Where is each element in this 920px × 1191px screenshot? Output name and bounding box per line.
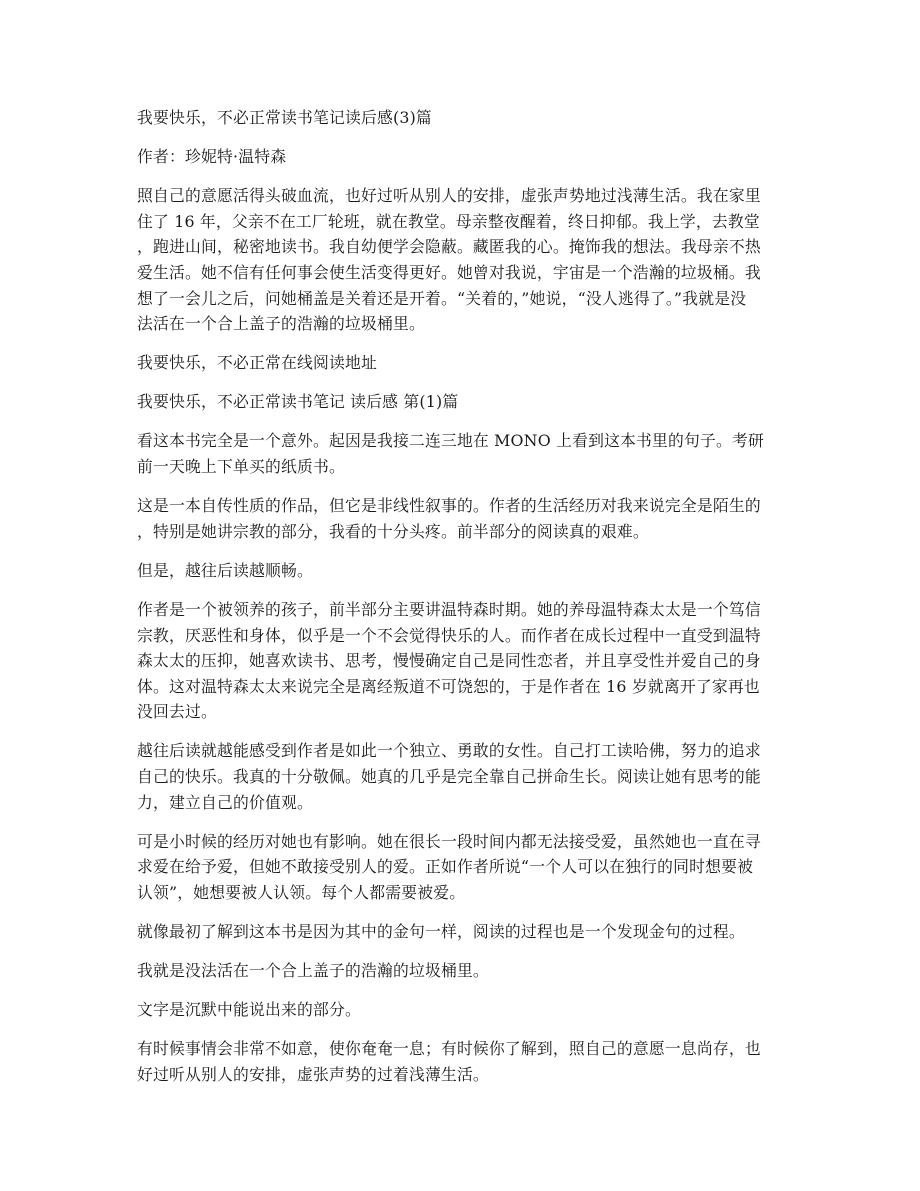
text-line: 想了一会儿之后，问她桶盖是关着还是开着。“关着的，”她说，“没人逃得了。”我就是没 (137, 288, 747, 308)
text-line: 力，建立自己的价值观。 (137, 792, 313, 812)
text-line: 我要快乐，不必正常在线阅读地址 (137, 353, 377, 373)
text-line: 求爱在给予爱，但她不敢接受别人的爱。正如作者所说“一个人可以在独行的同时想要被 (137, 857, 754, 877)
body-paragraph (137, 958, 797, 984)
text-line: 住了 16 年，父亲不在工厂轮班，就在教堂。母亲整夜醒着，终日抑郁。我上学，去教堂 (137, 211, 760, 231)
text-line: 认领”，她想要被人认领。每个人都需要被爱。 (137, 882, 466, 902)
body-paragraph (137, 428, 797, 479)
body-paragraph (137, 919, 797, 945)
text-line: 照自己的意愿活得头破血流，也好过听从别人的安排，虚张声势地过浅薄生活。我在家里 (137, 186, 761, 206)
text-line: 法活在一个合上盖子的浩瀚的垃圾桶里。 (137, 314, 425, 334)
body-paragraph (137, 829, 797, 906)
text-line: 越往后读就越能感受到作者是如此一个独立、勇敢的女性。自己打工读哈佛，努力的追求 (137, 741, 761, 761)
body-paragraph (137, 493, 797, 544)
text-line: 好过听从别人的安排，虚张声势的过着浅薄生活。 (137, 1064, 489, 1084)
body-paragraph (137, 738, 797, 815)
section-heading (137, 389, 797, 415)
body-paragraph (137, 597, 797, 725)
text-line: 我要快乐，不必正常读书笔记读后感(3)篇 (137, 108, 432, 127)
document-title (137, 105, 797, 131)
text-line: 看这本书完全是一个意外。起因是我接二连三地在 MONO 上看到这本书里的句子。考研 (137, 431, 765, 451)
text-line: 作者是一个被领养的孩子，前半部分主要讲温特森时期。她的养母温特森太太是一个笃信 (137, 599, 761, 619)
text-line: 我要快乐，不必正常读书笔记 读后感 第(1)篇 (137, 392, 459, 412)
text-line: 可是小时候的经历对她也有影响。她在很长一段时间内都无法接受爱，虽然她也一直在寻 (137, 831, 761, 851)
body-paragraph (137, 558, 797, 584)
text-line: 我就是没法活在一个合上盖子的浩瀚的垃圾桶里。 (137, 961, 489, 981)
author-line (137, 144, 797, 170)
text-line: 就像最初了解到这本书是因为其中的金句一样，阅读的过程也是一个发现金句的过程。 (137, 921, 745, 941)
text-line: 但是，越往后读越顺畅。 (137, 560, 313, 580)
text-line: 文字是沉默中能说出来的部分。 (137, 1000, 361, 1020)
text-line: 这是一本自传性质的作品，但它是非线性叙事的。作者的生活经历对我来说完全是陌生的 (137, 496, 761, 516)
text-line: 森太太的压抑，她喜欢读书、思考，慢慢确定自己是同性恋者，并且享受性并爱自己的身 (137, 651, 761, 671)
text-line: 宗教，厌恶性和身体，似乎是一个不会觉得快乐的人。而作者在成长过程中一直受到温特 (137, 625, 761, 645)
text-line: 没回去过。 (137, 702, 217, 722)
text-line: ，跑进山间，秘密地读书。我自幼便学会隐蔽。藏匿我的心。掩饰我的想法。我母亲不热 (137, 237, 761, 257)
text-line: 爱生活。她不信有任何事会使生活变得更好。她曾对我说，宇宙是一个浩瀚的垃圾桶。我 (137, 262, 761, 282)
body-paragraph (137, 997, 797, 1023)
document-body (137, 105, 797, 1101)
body-paragraph (137, 1036, 797, 1087)
text-line: 作者：珍妮特·温特森 (137, 147, 287, 167)
text-line: 自己的快乐。我真的十分敬佩。她真的几乎是完全靠自己拼命生长。阅读让她有思考的能 (137, 766, 761, 786)
quote-paragraph (137, 183, 797, 337)
text-line: 有时候事情会非常不如意，使你奄奄一息；有时候你了解到，照自己的意愿一息尚存，也 (137, 1039, 761, 1059)
online-reading-heading (137, 350, 797, 376)
text-line: ，特别是她讲宗教的部分，我看的十分头疼。前半部分的阅读真的艰难。 (137, 521, 649, 541)
text-line: 前一天晚上下单买的纸质书。 (137, 457, 345, 477)
text-line: 体。这对温特森太太来说完全是离经叛道不可饶恕的，于是作者在 16 岁就离开了家再也 (137, 676, 760, 696)
